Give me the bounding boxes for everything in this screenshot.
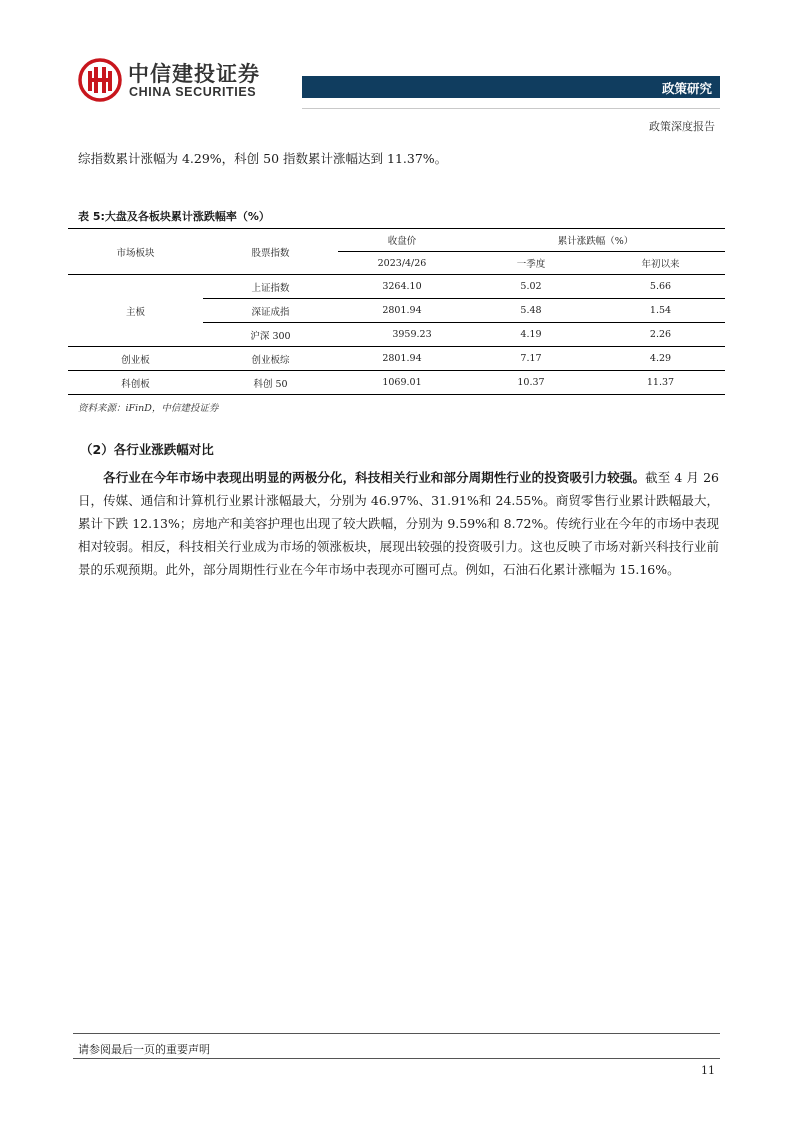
intro-paragraph: 综指数累计涨幅为 4.29%，科创 50 指数累计涨幅达到 11.37%。 — [78, 151, 448, 166]
cell-ytd: 2.26 — [596, 323, 725, 347]
cell-index: 上证指数 — [203, 275, 338, 299]
section-label: 政策研究 — [661, 81, 712, 96]
footer-disclaimer: 请参阅最后一页的重要声明 — [78, 1043, 210, 1056]
cell-q1: 5.02 — [466, 275, 596, 299]
paragraph-lead: 各行业在今年市场中表现出明显的两极分化，科技相关行业和部分周期性行业的投资吸引力较强。 — [103, 470, 646, 485]
table-row — [68, 371, 725, 395]
cell-index: 沪深 300 — [203, 323, 338, 347]
logo-text-en: CHINA SECURITIES — [129, 85, 257, 99]
cell-ytd: 5.66 — [596, 275, 725, 299]
header-bar — [302, 76, 720, 98]
header-close: 收盘价 — [338, 229, 466, 252]
header-divider — [302, 108, 720, 109]
header-change: 累计涨跌幅（%） — [466, 229, 725, 252]
cell-close: 2801.94 — [338, 347, 466, 371]
cell-index: 深证成指 — [203, 299, 338, 323]
cell-board: 主板 — [68, 275, 203, 347]
header-index: 股票指数 — [203, 229, 338, 275]
table-source: 资料来源：iFinD，中信建投证券 — [78, 403, 219, 414]
logo-text-cn: 中信建投证券 — [128, 62, 260, 86]
footer-divider-bottom — [73, 1058, 720, 1059]
cell-board: 创业板 — [68, 347, 203, 371]
cell-close: 3959.23 — [338, 323, 466, 347]
header-ytd: 年初以来 — [596, 252, 725, 275]
cell-q1: 10.37 — [466, 371, 596, 395]
cell-close: 3264.10 — [338, 275, 466, 299]
report-type: 政策深度报告 — [649, 120, 715, 133]
cell-index: 科创 50 — [203, 371, 338, 395]
cell-close: 2801.94 — [338, 299, 466, 323]
header-q1: 一季度 — [466, 252, 596, 275]
cell-index: 创业板综 — [203, 347, 338, 371]
market-index-table — [68, 228, 725, 395]
citic-logo-icon — [78, 58, 122, 102]
section-paragraph — [78, 466, 719, 581]
section-heading: （2）各行业涨跌幅对比 — [80, 442, 214, 457]
cell-q1: 5.48 — [466, 299, 596, 323]
cell-board: 科创板 — [68, 371, 203, 395]
company-logo — [78, 58, 268, 102]
table-title: 表 5:大盘及各板块累计涨跌幅率（%） — [78, 210, 270, 223]
cell-q1: 4.19 — [466, 323, 596, 347]
footer-divider — [73, 1033, 720, 1034]
cell-ytd: 1.54 — [596, 299, 725, 323]
cell-q1: 7.17 — [466, 347, 596, 371]
header-board: 市场板块 — [68, 229, 203, 275]
table-row — [68, 275, 725, 299]
paragraph-body: 截至 4 月 26 日，传媒、通信和计算机行业累计涨幅最大，分别为 46.97%、31.91%和 24.55%。商贸零售行业累计跌幅最大，累计下跌 12.13%；房地产和美容护理也出现了较大跌幅，分别为 9.59%和 8.72%。传统行业在今年的市场中表现相对较弱。相反，科技相关行业成为市场的领涨板块，展现出较强的投资吸引力。这也反映了市场对新兴科技行业前景的乐观预期。此外，部分周期性行业在今年市场中表现亦可圈可点。例如，石油石化累计涨幅为 15.16%。 — [78, 470, 719, 577]
header-close-date: 2023/4/26 — [338, 252, 466, 275]
table-row — [68, 347, 725, 371]
cell-ytd: 11.37 — [596, 371, 725, 395]
page-number: 11 — [701, 1064, 715, 1077]
cell-close: 1069.01 — [338, 371, 466, 395]
cell-ytd: 4.29 — [596, 347, 725, 371]
table-header-row-1 — [68, 229, 725, 252]
